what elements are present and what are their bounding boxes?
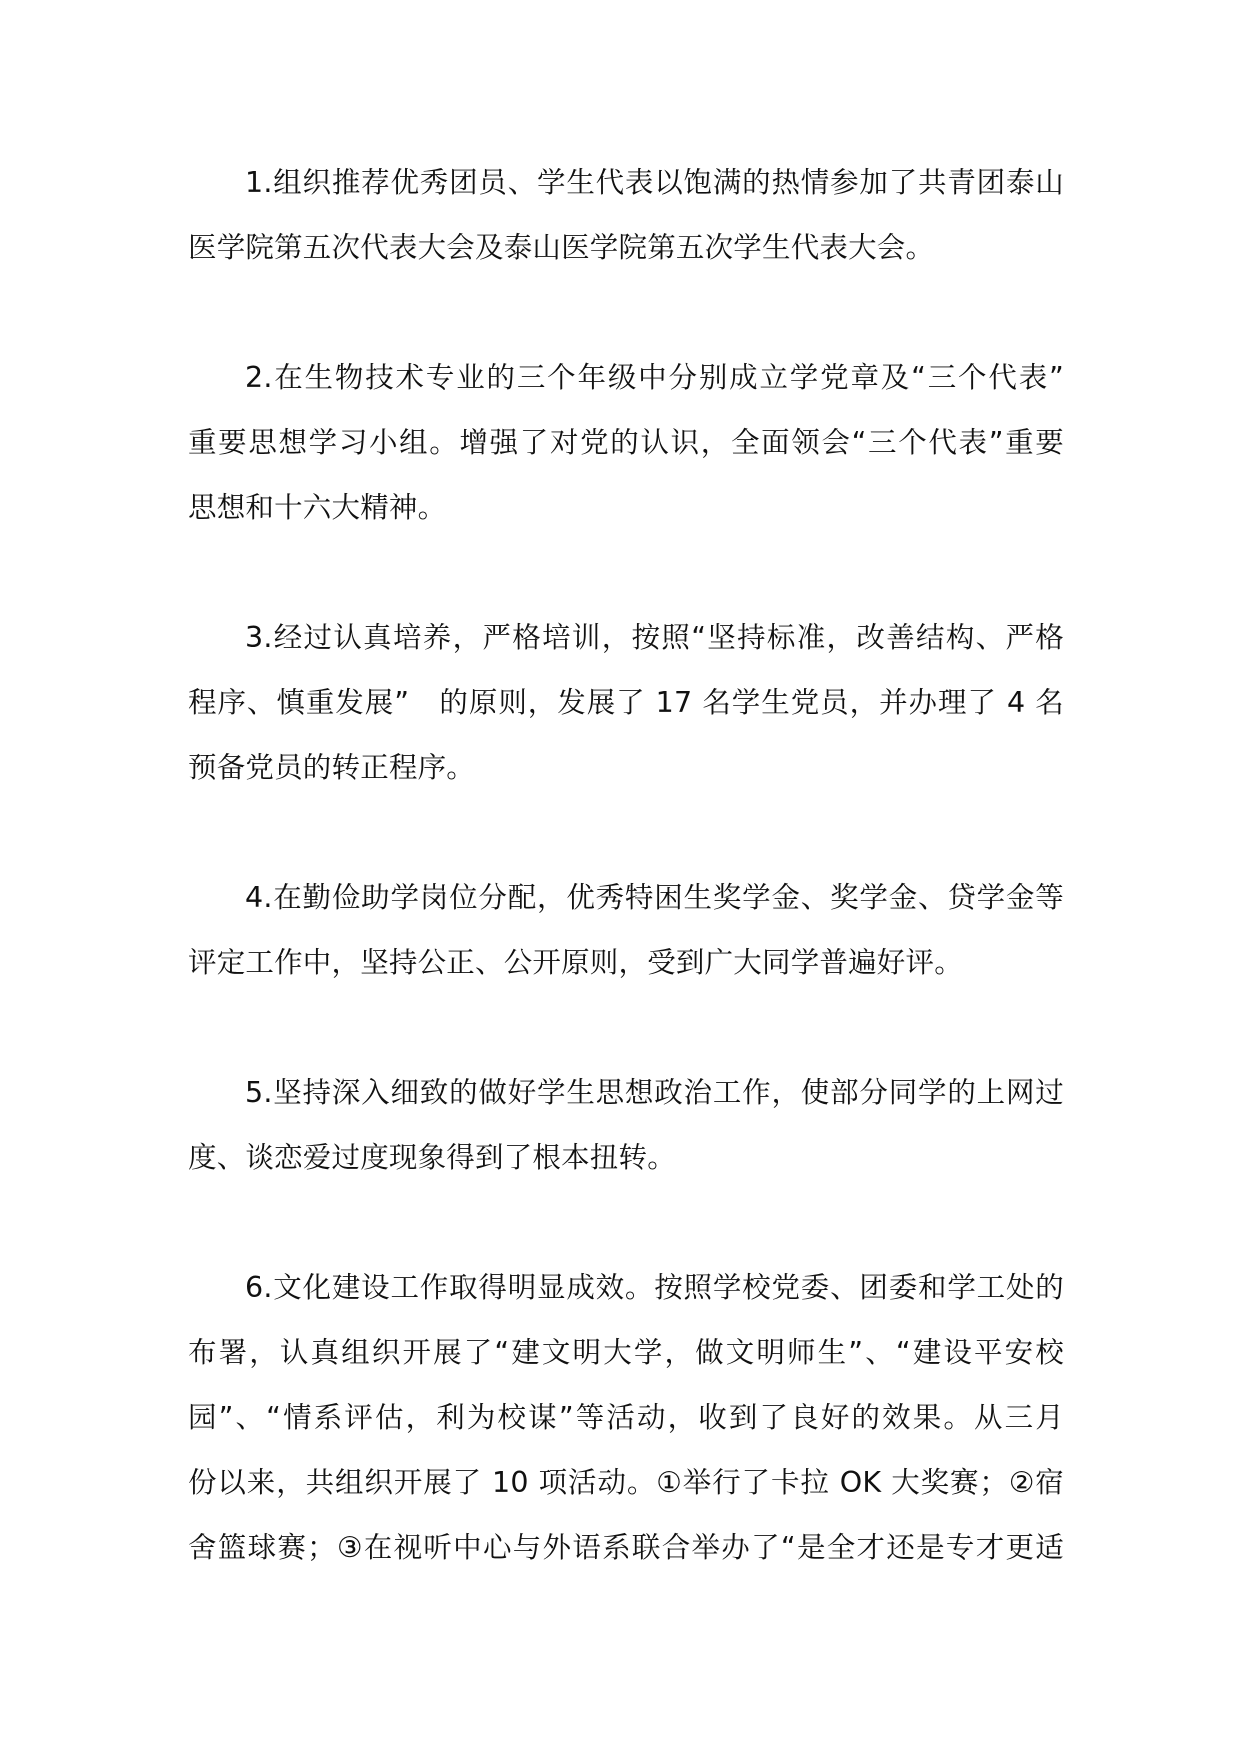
paragraph-line: 园”、“情系评估，利为校谋”等活动，收到了良好的效果。从三月 — [188, 1401, 1064, 1434]
paragraph-line: 舍篮球赛；③在视听中心与外语系联合举办了“是全才还是专才更适 — [188, 1531, 1064, 1564]
paragraph-line: 医学院第五次代表大会及泰山医学院第五次学生代表大会。 — [188, 231, 935, 264]
paragraph-line: 3.经过认真培养，严格培训，按照“坚持标准，改善结构、严格 — [245, 621, 1064, 654]
paragraph-5 — [188, 1060, 1064, 1190]
paragraph-line: 1.组织推荐优秀团员、学生代表以饱满的热情参加了共青团泰山 — [245, 166, 1064, 199]
paragraph-line: 6.文化建设工作取得明显成效。按照学校党委、团委和学工处的 — [245, 1271, 1064, 1304]
paragraph-line: 5.坚持深入细致的做好学生思想政治工作，使部分同学的上网过 — [245, 1076, 1064, 1109]
paragraph-line: 评定工作中，坚持公正、公开原则，受到广大同学普遍好评。 — [188, 946, 963, 979]
paragraph-6 — [188, 1255, 1064, 1580]
paragraph-line: 程序、慎重发展” 的原则，发展了 17 名学生党员，并办理了 4 名 — [188, 686, 1064, 719]
paragraph-line: 预备党员的转正程序。 — [188, 751, 476, 784]
paragraph-line: 布署，认真组织开展了“建文明大学，做文明师生”、“建设平安校 — [188, 1336, 1064, 1369]
paragraph-1 — [188, 150, 1064, 280]
paragraph-line: 2.在生物技术专业的三个年级中分别成立学党章及“三个代表” — [245, 361, 1064, 394]
paragraph-line: 度、谈恋爱过度现象得到了根本扭转。 — [188, 1141, 676, 1174]
document-body — [188, 150, 1064, 1645]
paragraph-line: 思想和十六大精神。 — [188, 491, 447, 524]
paragraph-line: 重要思想学习小组。增强了对党的认识，全面领会“三个代表”重要 — [188, 426, 1064, 459]
paragraph-line: 份以来，共组织开展了 10 项活动。①举行了卡拉 OK 大奖赛；②宿 — [188, 1466, 1064, 1499]
paragraph-2 — [188, 345, 1064, 540]
paragraph-3 — [188, 605, 1064, 800]
paragraph-line: 4.在勤俭助学岗位分配，优秀特困生奖学金、奖学金、贷学金等 — [245, 881, 1064, 914]
paragraph-4 — [188, 865, 1064, 995]
